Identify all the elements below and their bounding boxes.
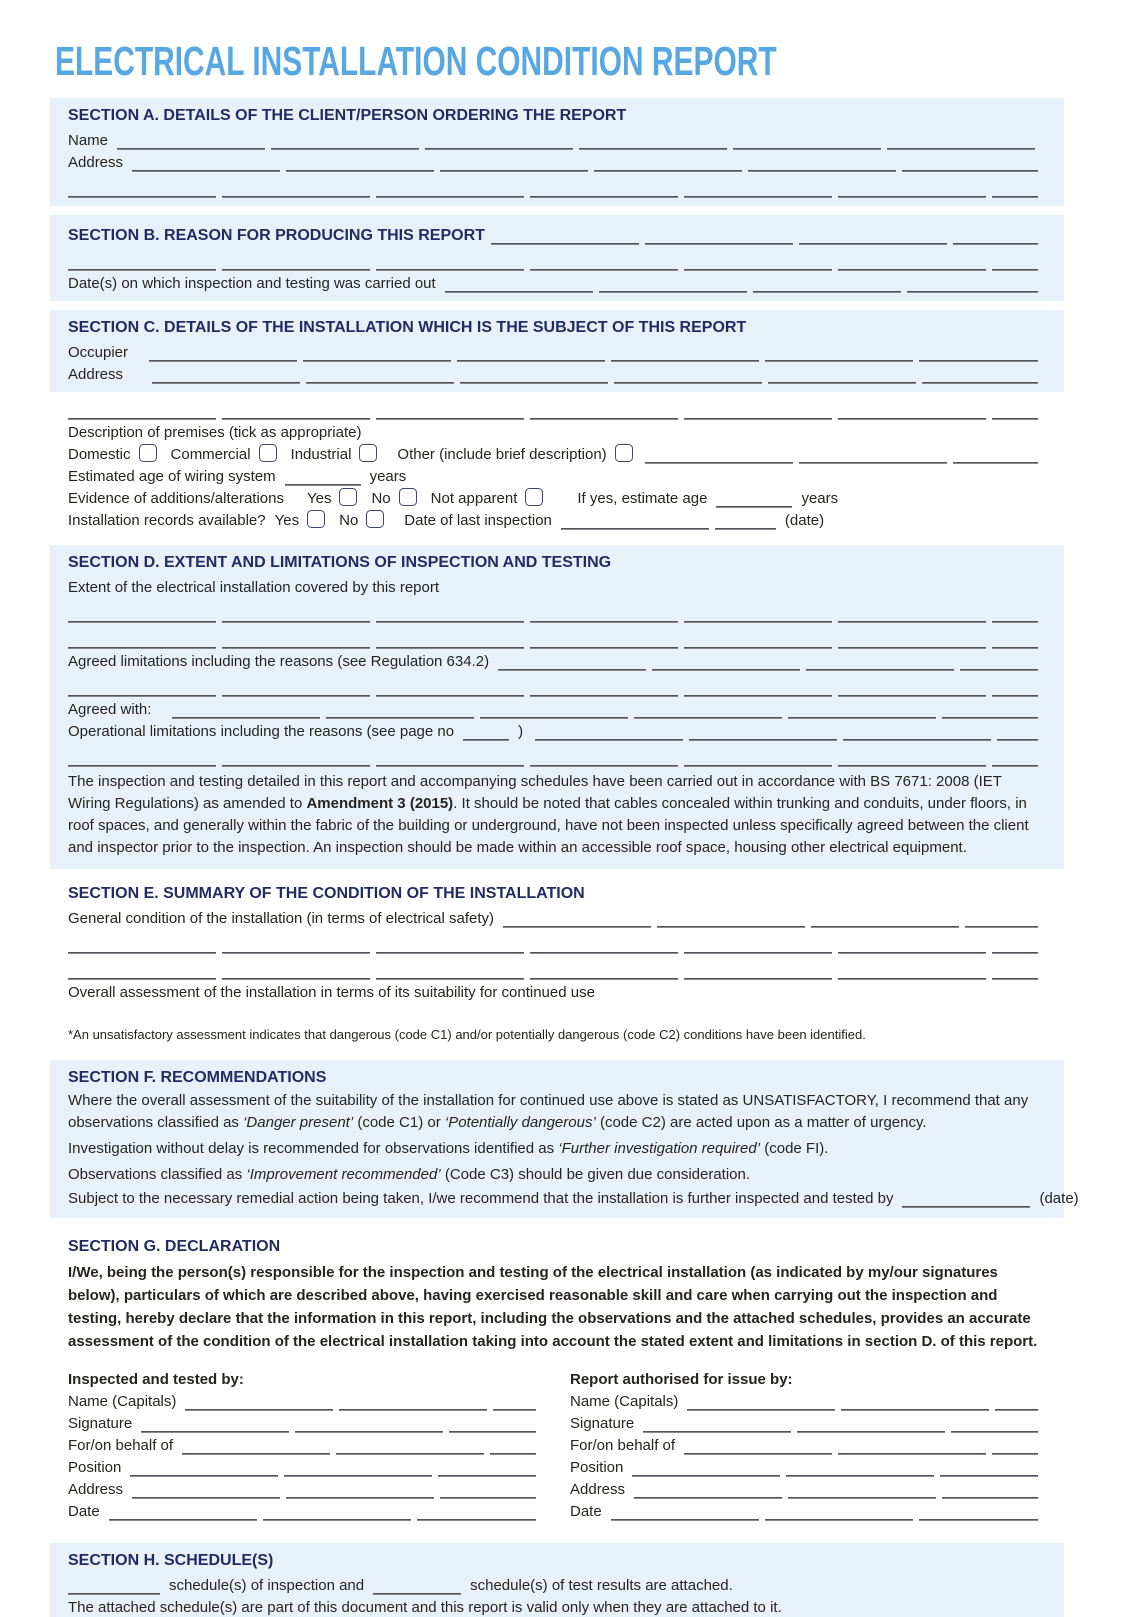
schedules-test-label: schedule(s) of test results are attached. <box>470 1577 733 1594</box>
records-no-checkbox[interactable] <box>366 510 384 528</box>
inspected-name-label: Name (Capitals) <box>68 1393 177 1410</box>
inspected-date-label: Date <box>68 1503 100 1520</box>
client-address-label: Address <box>68 154 124 171</box>
agreed-with-field-line[interactable] <box>172 703 1038 719</box>
estimate-age-years-label: years <box>801 490 839 507</box>
schedules-row <box>68 1573 1038 1595</box>
inspected-address-label: Address <box>68 1481 124 1498</box>
authorised-date-field-line[interactable] <box>611 1505 1038 1521</box>
recommendations-paragraph-3: Observations classified as ‘Improvement recommended’ (Code C3) should be given due consideration. <box>68 1166 751 1183</box>
retest-date-label: (date) <box>1039 1190 1079 1207</box>
inspected-signature-label: Signature <box>68 1415 133 1432</box>
operational-close-paren: ) <box>518 723 524 740</box>
section-a <box>50 98 1064 206</box>
page-title: ELECTRICAL INSTALLATION CONDITION REPORT <box>55 38 777 84</box>
domestic-label: Domestic <box>68 446 131 463</box>
agreed-with-row <box>68 697 1038 719</box>
other-premises-checkbox[interactable] <box>615 444 633 462</box>
general-condition-line-row-2 <box>68 954 1038 980</box>
other-premises-label: Other (include brief description) <box>397 446 607 463</box>
section-g <box>50 1227 1064 1529</box>
premises-type-row <box>68 442 1038 464</box>
overall-assessment-row <box>68 980 1038 1002</box>
authorised-behalf-field-line[interactable] <box>684 1439 1038 1455</box>
inspected-address-field-line[interactable] <box>132 1483 536 1499</box>
records-no-label: No <box>339 512 359 529</box>
overall-assessment-label: Overall assessment of the installation in terms of its suitability for continued use <box>68 984 595 1001</box>
authorised-position-field-line[interactable] <box>632 1461 1038 1477</box>
extent-field-line-2[interactable] <box>68 633 1038 649</box>
reason-continuation-row <box>68 245 1038 271</box>
authorised-position-label: Position <box>570 1459 624 1476</box>
section-h <box>50 1543 1064 1617</box>
further-investigation-italic: ‘Further investigation required’ <box>558 1140 761 1157</box>
schedules-validity-label: The attached schedule(s) are part of this document and this report is valid only when they are attached to it. <box>68 1599 782 1616</box>
authorised-by-title: Report authorised for issue by: <box>570 1371 793 1388</box>
inspection-dates-label: Date(s) on which inspection and testing was carried out <box>68 275 436 292</box>
client-address-field-line-2[interactable] <box>68 182 1038 198</box>
authorised-name-label: Name (Capitals) <box>570 1393 679 1410</box>
authorised-signature-field-line[interactable] <box>643 1417 1038 1433</box>
page-no-field-line[interactable] <box>463 725 509 741</box>
premises-description-row <box>68 420 1038 442</box>
records-available-label: Installation records available? <box>68 512 266 529</box>
general-condition-label: General condition of the installation (in terms of electrical safety) <box>68 910 495 927</box>
installation-address-field-line-2[interactable] <box>68 404 1038 420</box>
inspection-schedules-count-line[interactable] <box>68 1579 160 1595</box>
commercial-label: Commercial <box>170 446 251 463</box>
client-name-field-line[interactable] <box>117 134 1038 150</box>
unsatisfactory-footnote: *An unsatisfactory assessment indicates that dangerous (code C1) and/or potentially dangerous (code C2) conditions have been identified. <box>68 1027 866 1042</box>
section-f-heading: SECTION F. RECOMMENDATIONS <box>68 1069 327 1086</box>
inspected-position-label: Position <box>68 1459 122 1476</box>
client-name-row <box>68 128 1038 150</box>
authorised-address-field-line[interactable] <box>634 1483 1038 1499</box>
occupier-field-line[interactable] <box>149 346 1038 362</box>
authorised-signature-label: Signature <box>570 1415 635 1432</box>
section-c-premises <box>50 392 1064 536</box>
additions-no-label: No <box>371 490 391 507</box>
authorised-by-column <box>570 1365 1038 1521</box>
extent-line-row-1 <box>68 597 1038 623</box>
inspected-date-field-line[interactable] <box>109 1505 536 1521</box>
additions-yes-checkbox[interactable] <box>339 488 357 506</box>
authorised-date-label: Date <box>570 1503 602 1520</box>
agreed-limitations-row <box>68 649 1038 671</box>
installation-address-field-line[interactable] <box>152 368 1038 384</box>
not-apparent-label: Not apparent <box>430 490 518 507</box>
records-available-row <box>68 508 1038 530</box>
section-b-heading: SECTION B. REASON FOR PRODUCING THIS REPORT <box>68 227 485 244</box>
operational-limitations-label: Operational limitations including the reasons (see page no <box>68 723 455 740</box>
last-inspection-date-label: (date) <box>784 512 825 529</box>
section-b <box>50 215 1064 301</box>
inspected-behalf-label: For/on behalf of <box>68 1437 174 1454</box>
inspected-behalf-field-line[interactable] <box>182 1439 536 1455</box>
retest-date-field-line[interactable] <box>902 1192 1030 1208</box>
extent-row <box>68 575 1038 597</box>
retest-by-row <box>68 1186 1079 1208</box>
danger-present-italic: ‘Danger present’ <box>243 1114 354 1131</box>
inspection-dates-field-line[interactable] <box>445 277 1038 293</box>
amendment-bold-text: Amendment 3 (2015) <box>306 795 454 812</box>
section-d-heading: SECTION D. EXTENT AND LIMITATIONS OF INSPECTION AND TESTING <box>68 554 612 571</box>
client-name-label: Name <box>68 132 109 149</box>
domestic-checkbox[interactable] <box>139 444 157 462</box>
section-e-heading: SECTION E. SUMMARY OF THE CONDITION OF THE INSTALLATION <box>68 885 585 902</box>
inspected-position-field-line[interactable] <box>130 1461 536 1477</box>
additions-alterations-row <box>68 486 1038 508</box>
inspected-by-title: Inspected and tested by: <box>68 1371 244 1388</box>
industrial-checkbox[interactable] <box>359 444 377 462</box>
improvement-recommended-italic: ‘Improvement recommended’ <box>246 1166 441 1183</box>
last-inspection-field-line[interactable] <box>561 514 776 530</box>
section-c-heading: SECTION C. DETAILS OF THE INSTALLATION WHICH IS THE SUBJECT OF THIS REPORT <box>68 319 747 336</box>
operational-continuation-row <box>68 741 1038 767</box>
recommendations-paragraph-2: Investigation without delay is recommended for observations identified as ‘Further investigation required’ (code FI). <box>68 1140 829 1157</box>
general-condition-line-row-1 <box>68 928 1038 954</box>
additions-yes-label: Yes <box>306 490 332 507</box>
authorised-behalf-label: For/on behalf of <box>570 1437 676 1454</box>
general-condition-field-line-2[interactable] <box>68 938 1038 954</box>
operational-limitations-field-line[interactable] <box>535 725 1038 741</box>
section-a-heading: SECTION A. DETAILS OF THE CLIENT/PERSON ORDERING THE REPORT <box>68 107 627 124</box>
schedules-inspection-label: schedule(s) of inspection and <box>169 1577 365 1594</box>
test-schedules-count-line[interactable] <box>373 1579 461 1595</box>
premises-description-label: Description of premises (tick as appropriate) <box>68 424 362 441</box>
extent-field-line-1[interactable] <box>68 607 1038 623</box>
agreed-limitations-field-line[interactable] <box>498 655 1038 671</box>
extent-label: Extent of the electrical installation covered by this report <box>68 579 440 596</box>
installation-address-label: Address <box>68 366 124 383</box>
installation-address-continuation-row <box>68 394 1038 420</box>
general-condition-field-line[interactable] <box>503 912 1038 928</box>
wiring-age-years-label: years <box>369 468 407 485</box>
reason-row <box>68 223 1038 245</box>
wiring-age-row <box>68 464 1038 486</box>
not-apparent-checkbox[interactable] <box>525 488 543 506</box>
additions-no-checkbox[interactable] <box>399 488 417 506</box>
estimate-age-field-line[interactable] <box>716 492 792 508</box>
other-premises-field-line[interactable] <box>645 448 1038 464</box>
occupier-row <box>68 340 1038 362</box>
section-d <box>50 545 1064 869</box>
agreed-limitations-label: Agreed limitations including the reasons (see Regulation 634.2) <box>68 653 490 670</box>
reason-field-line[interactable] <box>491 229 1038 245</box>
records-yes-checkbox[interactable] <box>307 510 325 528</box>
installation-address-row <box>68 362 1038 384</box>
retest-by-label: Subject to the necessary remedial action being taken, I/we recommend that the installation is further inspected and tested by <box>68 1190 894 1207</box>
section-f <box>50 1060 1079 1218</box>
section-h-heading: SECTION H. SCHEDULE(S) <box>68 1552 274 1569</box>
client-address-row <box>68 150 1038 172</box>
section-c <box>50 310 1064 392</box>
wiring-age-field-line[interactable] <box>285 470 361 486</box>
section-g-heading: SECTION G. DECLARATION <box>68 1238 281 1255</box>
reason-field-line-2[interactable] <box>68 255 1038 271</box>
industrial-label: Industrial <box>290 446 352 463</box>
general-condition-field-line-3[interactable] <box>68 964 1038 980</box>
section-e <box>50 878 1064 1051</box>
records-yes-label: Yes <box>274 512 300 529</box>
agreed-with-label: Agreed with: <box>68 701 152 718</box>
additions-alterations-label: Evidence of additions/alterations <box>68 490 284 507</box>
client-address-continuation-row <box>68 172 1038 198</box>
operational-field-line-2[interactable] <box>68 751 1038 767</box>
last-inspection-label: Date of last inspection <box>404 512 552 529</box>
client-address-field-line[interactable] <box>132 156 1038 172</box>
operational-limitations-row <box>68 719 1038 741</box>
wiring-age-label: Estimated age of wiring system <box>68 468 276 485</box>
signature-columns <box>68 1365 1038 1521</box>
inspected-name-field-line[interactable] <box>185 1395 536 1411</box>
declaration-paragraph: I/We, being the person(s) responsible for the inspection and testing of the electrical installation (as indicated by my/our signatures below), particulars of which are described above, having exercised reasonable skill and care when carrying out the inspection and testing, hereby declare that the information in this report, including the observations and the attached schedules, provides an accurate assessment of the condition of the electrical installation taking into account the stated extent and limitations in section D. of this report. <box>68 1264 1038 1350</box>
potentially-dangerous-italic: ‘Potentially dangerous’ <box>444 1114 596 1131</box>
general-condition-row <box>68 906 1038 928</box>
inspection-dates-row <box>68 271 1038 293</box>
inspected-signature-field-line[interactable] <box>141 1417 536 1433</box>
bs7671-paragraph: The inspection and testing detailed in this report and accompanying schedules have been carried out in accordance with BS 7671: 2008 (IET Wiring Regulations) as amended to Amendment 3 (2015). It should be noted that cables concealed within trunking and conduits, under floors, in roof spaces, and generally within the fabric of the building or underground, have not been inspected unless specifically agreed between the client and inspector prior to the inspection. An inspection should be made within an accessible roof space, housing other electrical equipment. <box>68 773 1029 856</box>
authorised-name-field-line[interactable] <box>687 1395 1038 1411</box>
inspected-by-column <box>68 1365 536 1521</box>
estimate-age-label: If yes, estimate age <box>577 490 708 507</box>
schedules-validity-row <box>68 1595 1038 1617</box>
authorised-address-label: Address <box>570 1481 626 1498</box>
occupier-label: Occupier <box>68 344 129 361</box>
agreed-limitations-continuation-row <box>68 671 1038 697</box>
extent-line-row-2 <box>68 623 1038 649</box>
commercial-checkbox[interactable] <box>259 444 277 462</box>
agreed-limitations-field-line-2[interactable] <box>68 681 1038 697</box>
recommendations-paragraph-1: Where the overall assessment of the suitability of the installation for continued use above is stated as UNSATISFACTORY, I recommend that any observations classified as ‘Danger present’ (code C1) or ‘Potentially dangerous’ (code C2) are acted upon as a matter of urgency. <box>68 1092 1029 1131</box>
